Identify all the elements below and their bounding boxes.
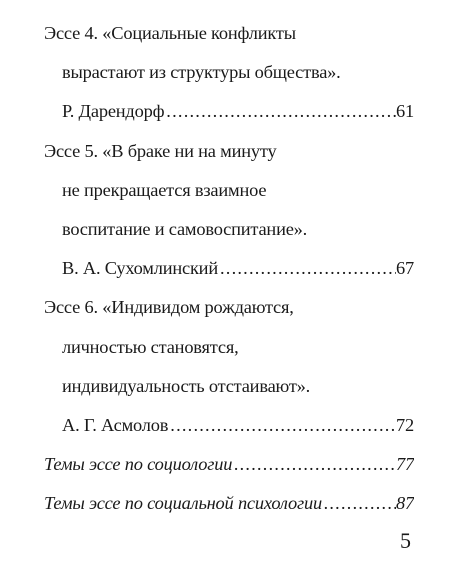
toc-entry-social-psychology-topics[interactable] — [44, 484, 414, 523]
essay-author: Р. Дарендорф — [62, 101, 165, 122]
page-ref: 67 — [396, 258, 414, 279]
essay-title-line: «Социальные конфликты — [102, 23, 296, 43]
page-ref: 72 — [396, 414, 414, 435]
toc-entry-essay-6-author[interactable] — [44, 406, 414, 445]
essay-title-line: «Индивидом рождаются, — [102, 297, 294, 318]
toc-entry-essay-4-author[interactable] — [44, 92, 414, 131]
essay-title-line: личностью становятся, — [62, 336, 239, 357]
page-ref: 77 — [396, 454, 414, 475]
essay-author: А. Г. Асмолов — [62, 414, 169, 435]
table-of-contents — [44, 14, 414, 523]
essay-title-line: вырастают из структуры общества». — [62, 62, 341, 83]
page-ref: 61 — [396, 101, 414, 122]
dot-leader — [168, 406, 396, 445]
topics-title: Темы эссе по социологии — [44, 454, 233, 475]
toc-entry-essay-5-author[interactable] — [44, 249, 414, 288]
dot-leader — [218, 249, 396, 288]
page-ref: 87 — [396, 493, 414, 514]
dot-leader — [322, 484, 396, 523]
topics-title: Темы эссе по социальной психологии — [44, 493, 322, 514]
essay-label: Эссе 6. — [44, 297, 98, 318]
dot-leader — [232, 445, 396, 484]
essay-author: В. А. Сухомлинский — [62, 258, 218, 279]
essay-label: Эссе 5. — [44, 140, 98, 161]
essay-title-line: не прекращается взаимное — [62, 179, 267, 200]
toc-entry-essay-6-heading — [44, 288, 414, 327]
dot-leader — [164, 92, 396, 131]
toc-entry-essay-4-heading — [44, 14, 414, 53]
essay-title-line: «В браке ни на минуту — [102, 140, 277, 161]
toc-entry-essay-5-heading — [44, 132, 414, 171]
essay-title-line: воспитание и самовоспитание». — [62, 218, 308, 239]
essay-label: Эссе 4. — [44, 23, 98, 43]
essay-title-line: индивидуальность отстаивают». — [62, 375, 311, 396]
toc-entry-sociology-topics[interactable] — [44, 445, 414, 484]
page-number: 5 — [400, 528, 411, 553]
